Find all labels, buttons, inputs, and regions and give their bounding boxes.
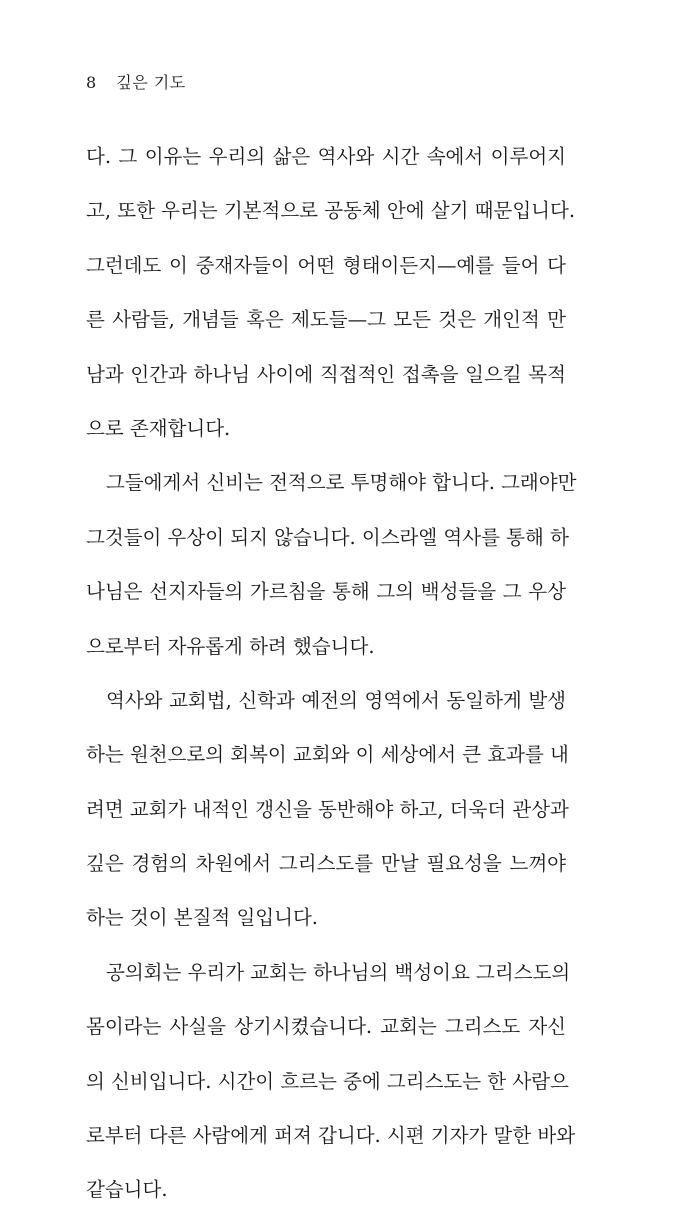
book-title: 깊은 기도 [116,73,186,92]
text-line: 역사와 교회법, 신학과 예전의 영역에서 동일하게 발생 [106,688,566,712]
text-line: 몸이라는 사실을 상기시켰습니다. 교회는 그리스도 자신 [86,1015,566,1039]
text-line: 으로 존재합니다. [86,416,231,440]
text-line: 른 사람들, 개념들 혹은 제도들—그 모든 것은 개인적 만 [86,308,566,332]
running-head [86,70,186,93]
text-line: 로부터 다른 사람에게 퍼져 갑니다. 시편 기자가 말한 바와 [86,1124,576,1148]
body-text [86,142,577,1230]
text-line: 하는 것이 본질적 일입니다. [86,906,319,930]
text-line: 같습니다. [86,1178,168,1202]
text-line: 하는 원천으로의 회복이 교회와 이 세상에서 큰 효과를 내 [86,743,569,767]
text-line: 그런데도 이 중재자들이 어떤 형태이든지—예를 들어 다 [86,253,566,277]
text-line: 으로부터 자유롭게 하려 했습니다. [86,634,375,658]
text-line: 그들에게서 신비는 전적으로 투명해야 합니다. 그래야만 [106,471,577,495]
text-line: 깊은 경험의 차원에서 그리스도를 만날 필요성을 느껴야 [86,852,566,876]
text-line: 남과 인간과 하나님 사이에 직접적인 접촉을 일으킬 목적 [86,362,566,386]
text-line: 의 신비입니다. 시간이 흐르는 중에 그리스도는 한 사람으 [86,1069,569,1093]
text-line: 고, 또한 우리는 기본적으로 공동체 안에 살기 때문입니다. [86,199,576,223]
text-line: 다. 그 이유는 우리의 삶은 역사와 시간 속에서 이루어지 [86,145,566,168]
text-line: 그것들이 우상이 되지 않습니다. 이스라엘 역사를 통해 하 [86,525,569,549]
text-line: 공의회는 우리가 교회는 하나님의 백성이요 그리스도의 [106,960,571,984]
text-line: 려면 교회가 내적인 갱신을 동반해야 하고, 더욱더 관상과 [86,797,569,821]
text-line: 나님은 선지자들의 가르침을 통해 그의 백성들을 그 우상 [86,580,566,604]
page-number: 8 [86,73,97,92]
